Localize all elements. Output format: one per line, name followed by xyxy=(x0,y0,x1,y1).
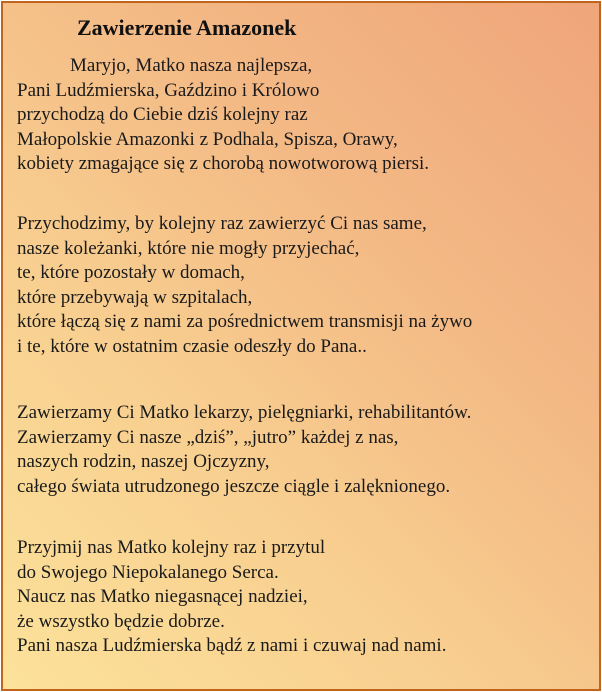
stanza-line: całego świata utrudzonego jeszcze ciągle i zalęknionego. xyxy=(17,475,451,497)
stanza-line: Naucz nas Matko niegasnącej nadziei, xyxy=(17,586,308,608)
stanza-2 xyxy=(17,212,472,360)
stanza-line: Przyjmij nas Matko kolejny raz i przytul xyxy=(17,537,326,558)
prayer-card xyxy=(1,1,601,691)
prayer-title: Zawierzenie Amazonek xyxy=(77,15,297,40)
stanza-line: które przebywają w szpitalach, xyxy=(17,286,253,308)
stanza-line: Pani nasza Ludźmierska bądź z nami i czuwaj nad nami. xyxy=(17,635,447,657)
stanza-line: Zawierzamy Ci Matko lekarzy, pielęgniarki, rehabilitantów. xyxy=(17,402,472,423)
stanza-line: które łączą się z nami za pośrednictwem transmisji na żywo xyxy=(17,311,473,333)
stanza-line: przychodzą do Ciebie dziś kolejny raz xyxy=(17,104,308,126)
stanza-line: i te, które w ostatnim czasie odeszły do Pana.. xyxy=(17,335,367,357)
stanza-line: Pani Ludźmierska, Gaździno i Królowo xyxy=(17,79,320,101)
stanza-4 xyxy=(17,536,446,659)
stanza-line: naszych rodzin, naszej Ojczyzny, xyxy=(17,451,270,473)
stanza-3 xyxy=(17,401,471,499)
stanza-line: kobiety zmagające się z chorobą nowotworową piersi. xyxy=(17,153,430,175)
stanza-1 xyxy=(17,54,429,177)
stanza-line: nasze koleżanki, które nie mogły przyjechać, xyxy=(17,237,360,259)
stanza-line: Zawierzamy Ci nasze „dziś”, „jutro” każdej z nas, xyxy=(17,426,399,448)
stanza-line: te, które pozostały w domach, xyxy=(17,262,245,284)
stanza-line: do Swojego Niepokalanego Serca. xyxy=(17,561,279,583)
stanza-line: Przychodzimy, by kolejny raz zawierzyć Ci nas same, xyxy=(17,213,427,234)
stanza-line: że wszystko będzie dobrze. xyxy=(17,610,225,632)
stanza-line: Małopolskie Amazonki z Podhala, Spisza, Orawy, xyxy=(17,128,398,150)
stanza-line: Maryjo, Matko nasza najlepsza, xyxy=(70,55,313,76)
